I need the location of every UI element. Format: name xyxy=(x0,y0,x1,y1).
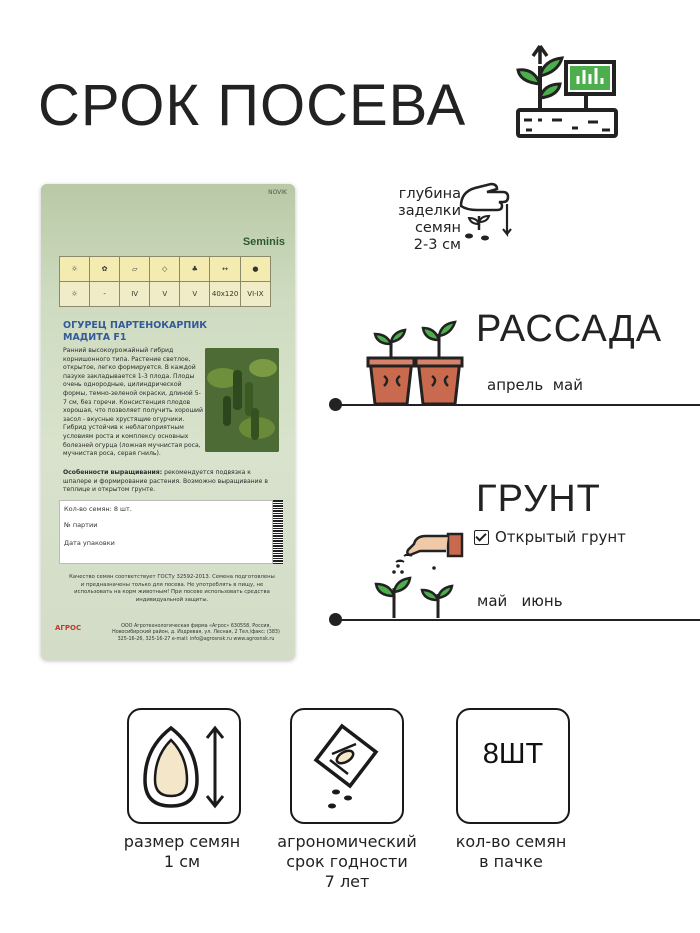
pack-date-label: Дата упаковки xyxy=(64,539,115,547)
barcode xyxy=(273,500,283,564)
sun-icon: ☼ xyxy=(60,282,90,307)
shelf-life-card xyxy=(290,708,404,824)
growing-icons-table xyxy=(59,256,271,307)
hand-watering-plants-icon xyxy=(372,528,468,620)
caption-line: агрономический xyxy=(277,832,417,851)
ground-option xyxy=(474,528,626,546)
seed-count-caption xyxy=(436,832,586,872)
seed-packet-image xyxy=(41,184,295,660)
product-description: Ранний высокоурожайный гибрид корнишонного типа. Растение светлое, открытое, легко формируется. В каждой пазухе закладывается 1-3 плода. Плоды очень однородные, цилиндрической формы, темно-зеленой окраски, длиной 5-7 см, без горечи. Консистенция плодов хорошая, что позволяет получить хороший засол - вкусные хрустящие огурчики. Гибрид устойчив к неблагоприятным условиям роста и комплексу основных болезней огурца (ложная мучнистая роса, мучнистая роса, серая гниль). xyxy=(63,347,203,458)
checkbox-checked-icon xyxy=(474,530,489,545)
depth-text-line: семян xyxy=(414,220,461,236)
growing-features xyxy=(63,469,275,495)
rassada-months: апрель май xyxy=(487,376,583,394)
flower-icon: ✿ xyxy=(90,257,120,282)
timeline-dot xyxy=(329,613,342,626)
batch-label: № партии xyxy=(64,521,98,529)
icon-grid-cell: V xyxy=(180,282,210,307)
caption-line: в пачке xyxy=(479,852,543,871)
depth-text-line: глубина xyxy=(398,186,461,202)
timeline-dot xyxy=(329,398,342,411)
harvest-icon: ● xyxy=(240,257,270,282)
icon-grid-cell: VI-IX xyxy=(240,282,270,307)
quality-note: Качество семян соответствует ГОСТу 32592-2013. Семена подготовлены и предназначены только для посева. Не употреблять в пищу, не использовать на корм животным! При посеве использовать средства индивидуальной защиты. xyxy=(69,574,275,603)
company-address: ООО Агротехнологическая фирма «Агрос» 630558, Россия, Новосибирский район, д. Издревая, ул. Лесная, 2 Тел./факс: (383) 325-16-26, 325-16-27 e-mail: info@agrosnsk.ru www.agrosnsk.ru xyxy=(112,624,280,642)
icon-grid-cell: - xyxy=(90,282,120,307)
product-name-line: ОГУРЕЦ ПАРТЕНОКАРПИК xyxy=(63,320,208,331)
grunt-months: май июнь xyxy=(477,592,563,610)
seedling-chart-icon xyxy=(512,32,624,144)
features-label: Особенности выращивания: xyxy=(63,469,163,476)
caption-line: срок годности xyxy=(286,852,408,871)
spacing-icon: ↔ xyxy=(210,257,241,282)
rassada-title: РАССАДА xyxy=(476,308,663,350)
hand-planting-seed-icon xyxy=(455,180,517,248)
depth-text-line: заделки xyxy=(398,203,461,219)
features-text: рекомендуется подвязка к шпалере и формирование растения. Возможно выращивание в теплице и открытом грунте. xyxy=(63,469,268,494)
sowing-depth xyxy=(361,186,461,254)
icon-grid-cell: 40x120 xyxy=(210,282,241,307)
caption-line: 1 см xyxy=(163,852,201,871)
depth-value: 2-3 см xyxy=(413,237,461,253)
timeline-divider xyxy=(336,619,700,621)
seed-packet-icon xyxy=(292,710,402,822)
packet-info-box xyxy=(59,500,273,564)
seed-bag-icon: ◇ xyxy=(150,257,180,282)
sowing-icon: ▱ xyxy=(120,257,150,282)
shelf-life-caption xyxy=(262,832,432,892)
caption-line: размер семян xyxy=(123,832,241,851)
sprout-icon: ♣ xyxy=(180,257,210,282)
brand-logo: Seminis xyxy=(242,236,285,248)
seed-count-label: Кол-во семян: 8 шт. xyxy=(64,505,132,513)
timeline-divider xyxy=(336,404,700,406)
seed-size-card xyxy=(127,708,241,824)
page-title: СРОК ПОСЕВА xyxy=(38,73,467,138)
icon-grid-cell: V xyxy=(150,282,180,307)
seedling-pots-icon xyxy=(366,318,466,408)
ground-option-label: Открытый грунт xyxy=(495,528,626,546)
seed-count-card xyxy=(456,708,570,824)
company-logo: АГРОС xyxy=(55,624,82,632)
seed-size-caption xyxy=(112,832,252,872)
product-name xyxy=(63,320,207,344)
sun-icon: ☼ xyxy=(60,257,90,282)
grunt-title: ГРУНТ xyxy=(476,478,601,520)
cucumber-photo xyxy=(205,348,279,452)
caption-line: кол-во семян xyxy=(455,832,567,851)
icon-grid-cell: IV xyxy=(120,282,150,307)
packet-corner-label: NOVIK xyxy=(268,189,287,196)
caption-line: 7 лет xyxy=(324,872,370,891)
seed-size-icon xyxy=(129,710,239,822)
product-name-line: МАДИТА F1 xyxy=(63,332,127,343)
seed-count-value: 8ШТ xyxy=(482,738,544,770)
